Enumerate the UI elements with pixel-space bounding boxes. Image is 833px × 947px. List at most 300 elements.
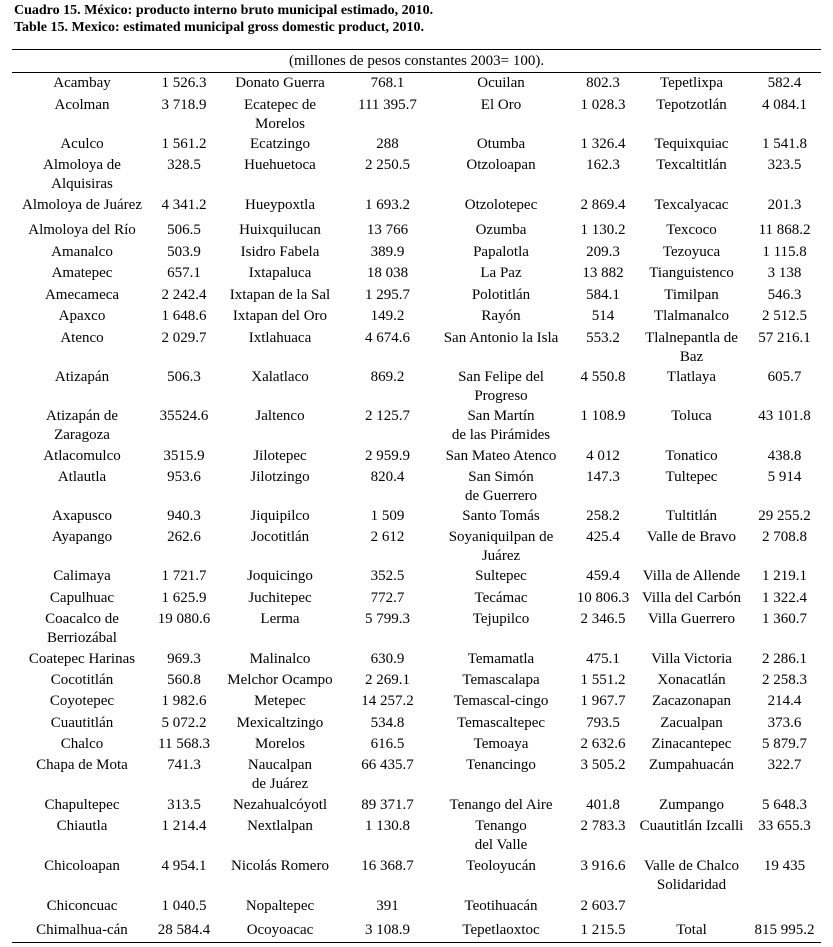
municipality-name-line: Tenancingo [466,756,536,773]
municipality-name-line: San Simón [468,468,534,485]
gdp-value-cell [152,734,216,755]
gdp-value-cell [571,155,635,195]
gdp-value-cell [748,588,821,609]
municipality-cell [216,713,344,734]
gdp-value: 1 215.5 [580,921,626,938]
municipality-cell [635,588,748,609]
gdp-value: 605.7 [767,368,802,385]
municipality-name-line: Tecámac [474,589,528,606]
gdp-value: 1 982.6 [161,692,207,709]
gdp-value-cell [152,795,216,816]
municipality-cell [12,328,152,367]
gdp-value-cell [152,896,216,920]
municipality-name-line: Morelos [255,115,305,132]
municipality-name-line: Tezoyuca [662,243,721,260]
gdp-value: 373.6 [767,714,802,731]
municipality-cell [216,95,344,134]
gdp-value-cell [344,527,431,566]
gdp-value: 2 242.4 [161,286,207,303]
municipality-cell [216,155,344,195]
municipality-name-line: Xonacatlán [657,671,726,688]
table-row [12,467,821,506]
gdp-value-cell [571,467,635,506]
municipality-cell [431,467,571,506]
municipality-cell [431,220,571,242]
table-body [12,73,821,943]
gdp-value-cell [344,220,431,242]
municipality-cell [431,242,571,263]
gdp-value-cell [152,755,216,795]
municipality-cell [431,670,571,691]
gdp-value: 815 995.2 [754,921,815,938]
gdp-value-cell [571,816,635,856]
municipality-cell [431,896,571,920]
table-row [12,734,821,755]
municipality-cell [635,367,748,406]
municipality-name-line: Chicoloapan [44,857,120,874]
municipality-name-line: Ixtlahuaca [248,329,312,346]
municipality-cell [216,856,344,896]
municipality-cell [216,896,344,920]
gdp-value-cell [571,328,635,367]
gdp-value-cell [748,691,821,713]
municipality-name-line: Mexicaltzingo [236,714,324,731]
gdp-value-cell [152,367,216,406]
municipality-cell [635,306,748,328]
gdp-value-cell [748,856,821,896]
municipality-name-line: Cuautitlán Izcalli [639,817,744,834]
gdp-value-cell [152,134,216,155]
municipality-name-line: Ayapango [51,528,113,545]
municipality-cell [431,195,571,220]
table-row [12,920,821,943]
gdp-value-cell [571,527,635,566]
municipality-name-line: Ixtapan de la Sal [229,286,331,303]
municipality-name-line: Huixquilucan [239,221,321,238]
municipality-cell [12,920,152,943]
municipality-name-line: Ecatzingo [250,135,310,152]
gdp-value-cell [152,713,216,734]
gdp-value-cell [571,367,635,406]
gdp-value-cell [748,920,821,943]
municipality-cell [12,446,152,467]
gdp-value: 5 799.3 [365,610,410,627]
gdp-value: 4 674.6 [365,329,410,346]
gdp-value: 1 526.3 [161,75,207,91]
gdp-value: 3 718.9 [161,96,207,113]
municipality-name-line: Ixtapan del Oro [232,307,328,324]
municipality-name-line: Chapultepec [44,796,120,813]
gdp-value: 1 693.2 [365,196,410,213]
municipality-cell [635,527,748,566]
municipality-cell [635,795,748,816]
municipality-name-line: Jiquipilco [250,507,310,524]
municipality-cell [12,134,152,155]
gdp-value-cell [152,306,216,328]
municipality-name-line: Juárez [481,547,521,564]
gdp-value-cell [344,588,431,609]
municipality-name-line: Jilotepec [253,447,307,464]
gdp-value-cell [152,406,216,446]
municipality-cell [635,816,748,856]
gdp-value: 1 648.6 [161,307,207,324]
municipality-name-line: Tenango [475,817,527,834]
municipality-name-line: Tultepec [665,468,718,485]
gdp-value: 352.5 [370,567,405,584]
municipality-cell [216,588,344,609]
gdp-value-cell [152,609,216,649]
gdp-value: 4 084.1 [762,96,808,113]
municipality-name-line: Metepec [254,692,306,709]
municipality-cell [216,406,344,446]
gdp-value: 969.3 [167,650,201,667]
table-row [12,155,821,195]
municipality-name-line: Axapusco [52,507,112,524]
municipality-cell [12,506,152,527]
municipality-cell [431,816,571,856]
municipality-name-line: Solidaridad [656,876,727,893]
municipality-cell [635,896,748,920]
gdp-value: 2 632.6 [580,735,626,752]
municipality-name-line: Tlatlaya [666,368,717,385]
municipality-cell [431,446,571,467]
gdp-value-cell [571,406,635,446]
gdp-value-cell [152,856,216,896]
gdp-value: 1 551.2 [580,671,626,688]
municipality-name-line: Almoloya del Río [28,221,136,238]
gdp-value-cell [748,220,821,242]
gdp-value: 214.4 [767,692,802,709]
gdp-value-cell [152,285,216,306]
municipality-cell [12,691,152,713]
gdp-value-cell [748,73,821,95]
municipality-name-line: Otzolotepec [464,196,538,213]
municipality-name-line: Alquisiras [51,175,113,192]
municipality-cell [635,670,748,691]
municipality-name-line: Cuautitlán [50,714,114,731]
gdp-value-cell [571,263,635,285]
gdp-value-cell [152,328,216,367]
gdp-value-cell [344,856,431,896]
municipality-cell [12,856,152,896]
gdp-value: 57 216.1 [758,329,811,346]
municipality-name-line: Nextlalpan [247,817,313,834]
table-row [12,896,821,920]
units-row [12,50,821,73]
gdp-value-cell [571,734,635,755]
gdp-value: 201.3 [767,196,802,213]
gdp-value: 560.8 [167,671,201,688]
municipality-cell [635,856,748,896]
gdp-value-cell [571,134,635,155]
gdp-value-cell [152,242,216,263]
gdp-value-cell [344,670,431,691]
gdp-value-cell [344,263,431,285]
gdp-value-cell [748,896,821,920]
gdp-value: 582.4 [767,75,802,91]
municipality-cell [635,134,748,155]
municipality-cell [635,734,748,755]
municipality-cell [431,73,571,95]
gdp-value: 147.3 [586,468,620,485]
municipality-name-line: Donato Guerra [235,75,325,91]
municipality-cell [431,506,571,527]
gdp-value: 2 125.7 [365,407,410,424]
municipality-cell [12,95,152,134]
gdp-value: 425.4 [586,528,620,545]
gdp-value-cell [748,734,821,755]
gdp-value: 35524.6 [159,407,209,424]
gdp-value: 66 435.7 [361,756,414,773]
gdp-value: 4 012 [586,447,620,464]
gdp-value-cell [748,328,821,367]
gdp-value: 1 295.7 [365,286,410,303]
gdp-value: 323.5 [767,156,802,173]
municipality-name-line: Malinalco [249,650,311,667]
municipality-cell [216,220,344,242]
gdp-value-cell [748,713,821,734]
gdp-value-cell [571,896,635,920]
municipality-cell [635,73,748,95]
municipality-cell [431,95,571,134]
gdp-value-cell [344,328,431,367]
municipality-cell [12,406,152,446]
gdp-value-cell [748,406,821,446]
gdp-value: 5 648.3 [762,796,808,813]
municipality-cell [12,242,152,263]
municipality-cell [431,328,571,367]
gdp-value-cell [344,95,431,134]
municipality-cell [635,755,748,795]
municipality-cell [635,263,748,285]
municipality-cell [431,609,571,649]
gdp-value-cell [344,691,431,713]
municipality-cell [635,328,748,367]
gdp-value: 10 806.3 [576,589,630,606]
gdp-value-cell [571,285,635,306]
municipality-cell [635,195,748,220]
municipality-cell [216,920,344,943]
municipality-name-line: Soyaniquilpan de [448,528,554,545]
gdp-value-cell [344,713,431,734]
gdp-value: 262.6 [167,528,201,545]
gdp-value-cell [748,242,821,263]
municipality-name-line: Almoloya de Juárez [22,196,142,213]
gdp-value-cell [344,506,431,527]
municipality-cell [12,527,152,566]
municipality-cell [216,195,344,220]
municipality-name-line: El Oro [480,96,522,113]
gdp-value-cell [748,95,821,134]
gdp-value: 19 080.6 [157,610,211,627]
municipality-name-line: San Felipe del [458,368,544,385]
municipality-cell [216,566,344,588]
municipality-name-line: Zumpahuacán [649,756,734,773]
table-row [12,795,821,816]
gdp-value: 14 257.2 [361,692,414,709]
municipality-cell [635,691,748,713]
municipality-cell [635,242,748,263]
gdp-value: 1 115.8 [762,243,807,260]
gdp-value-cell [344,73,431,95]
gdp-value-cell [571,242,635,263]
municipality-name-line: Tepotzotlán [656,96,727,113]
municipality-name-line: Atenco [60,329,104,346]
municipality-cell [431,566,571,588]
gdp-value: 3515.9 [163,447,205,464]
municipality-name-line: Coyotepec [49,692,115,709]
gdp-value-cell [571,95,635,134]
gdp-value-cell [571,670,635,691]
municipality-cell [431,134,571,155]
municipality-name-line: Ecatepec de [243,96,317,113]
gdp-value-cell [344,896,431,920]
municipality-name-line: Tequixquiac [654,135,729,152]
table-row [12,242,821,263]
table-row [12,566,821,588]
municipality-name-line: Atizapán [54,368,110,385]
municipality-name-line: Jaltenco [255,407,305,424]
gdp-value: 1 721.7 [161,567,207,584]
gdp-value-cell [344,566,431,588]
gdp-value-cell [344,285,431,306]
municipality-cell [635,649,748,670]
municipality-cell [12,896,152,920]
municipality-name-line: Berriozábal [47,629,117,646]
gdp-value-cell [571,755,635,795]
gdp-value: 459.4 [586,567,620,584]
municipality-cell [12,220,152,242]
gdp-value: 630.9 [370,650,405,667]
municipality-cell [216,734,344,755]
municipality-name-line: Teotihuacán [464,897,538,914]
gdp-value: 1 130.2 [580,221,626,238]
municipality-name-line: Otumba [476,135,526,152]
municipality-cell [12,670,152,691]
municipality-cell [431,306,571,328]
municipality-name-line: Huehuetoca [244,156,316,173]
gdp-value: 18 038 [366,264,409,281]
gdp-value-cell [748,609,821,649]
municipality-cell [635,566,748,588]
gdp-value-cell [748,816,821,856]
gdp-value: 503.9 [167,243,201,260]
gdp-value-cell [748,306,821,328]
table-row [12,588,821,609]
gdp-value: 209.3 [586,243,620,260]
gdp-value: 2 029.7 [161,329,207,346]
municipality-cell [635,609,748,649]
gdp-value-cell [152,506,216,527]
gdp-value-cell [344,816,431,856]
municipality-cell [12,155,152,195]
municipality-cell [12,609,152,649]
municipality-name-line: Chapa de Mota [36,756,128,773]
gdp-value-cell [748,506,821,527]
municipality-name-line: Tlalmanalco [654,307,729,324]
municipality-cell [431,588,571,609]
municipality-cell [216,755,344,795]
municipality-cell [431,285,571,306]
municipality-cell [635,155,748,195]
municipality-name-line: Villa del Carbón [641,589,742,606]
municipality-cell [12,816,152,856]
municipality-cell [12,306,152,328]
gdp-value-cell [748,566,821,588]
gdp-value: 149.2 [370,307,405,324]
gdp-value: 11 568.3 [158,735,210,752]
municipality-cell [12,755,152,795]
municipality-name-line: Ixtapaluca [248,264,312,281]
municipality-cell [12,285,152,306]
gdp-value-cell [748,263,821,285]
gdp-value: 16 368.7 [361,857,414,874]
municipality-cell [635,406,748,446]
municipality-name-line: Almoloya de [43,156,121,173]
gdp-value-cell [152,95,216,134]
municipality-cell [431,367,571,406]
table-row [12,856,821,896]
municipality-cell [216,691,344,713]
gdp-value: 5 072.2 [161,714,207,731]
municipality-name-line: Amatepec [51,264,113,281]
gdp-value-cell [152,527,216,566]
gdp-value: 2 783.3 [580,817,626,834]
gdp-value-cell [152,446,216,467]
gdp-value: 2 708.8 [762,528,808,545]
municipality-cell [12,588,152,609]
municipality-name-line: Toluca [671,407,712,424]
gdp-value-cell [748,134,821,155]
gdp-value-cell [571,691,635,713]
gdp-value-cell [152,649,216,670]
gdp-value-cell [748,670,821,691]
gdp-value: 657.1 [167,264,201,281]
gdp-value: 29 255.2 [758,507,811,524]
gdp-value: 2 269.1 [365,671,410,688]
gdp-value: 1 561.2 [161,135,207,152]
municipality-name-line: Villa de Allende [642,567,741,584]
gdp-value-cell [152,467,216,506]
gdp-value: 4 341.2 [161,196,207,213]
municipality-cell [431,920,571,943]
municipality-name-line: Aculco [60,135,104,152]
gdp-value: 111 395.7 [358,96,417,113]
municipality-name-line: Tepetlaoxtoc [462,921,540,938]
gdp-value: 3 138 [767,264,802,281]
gdp-value: 11 868.2 [758,221,811,238]
gdp-value: 438.8 [767,447,802,464]
gdp-value-cell [571,506,635,527]
municipality-name-line: de Guerrero [464,487,538,504]
gdp-value: 1 130.8 [365,817,410,834]
municipality-name-line: Capulhuac [49,589,115,606]
municipality-name-line: Calimaya [53,567,111,584]
gdp-value: 869.2 [370,368,405,385]
municipality-name-line: Chimalhua-cán [36,921,128,938]
gdp-value-cell [344,306,431,328]
municipality-name-line: Apaxco [58,307,106,324]
municipality-cell [635,467,748,506]
gdp-value-cell [152,566,216,588]
gdp-value: 4 550.8 [580,368,626,385]
gdp-value-cell [748,155,821,195]
table-row [12,73,821,95]
municipality-cell [635,95,748,134]
municipality-cell [12,734,152,755]
gdp-value-cell [748,467,821,506]
gdp-value-cell [748,755,821,795]
